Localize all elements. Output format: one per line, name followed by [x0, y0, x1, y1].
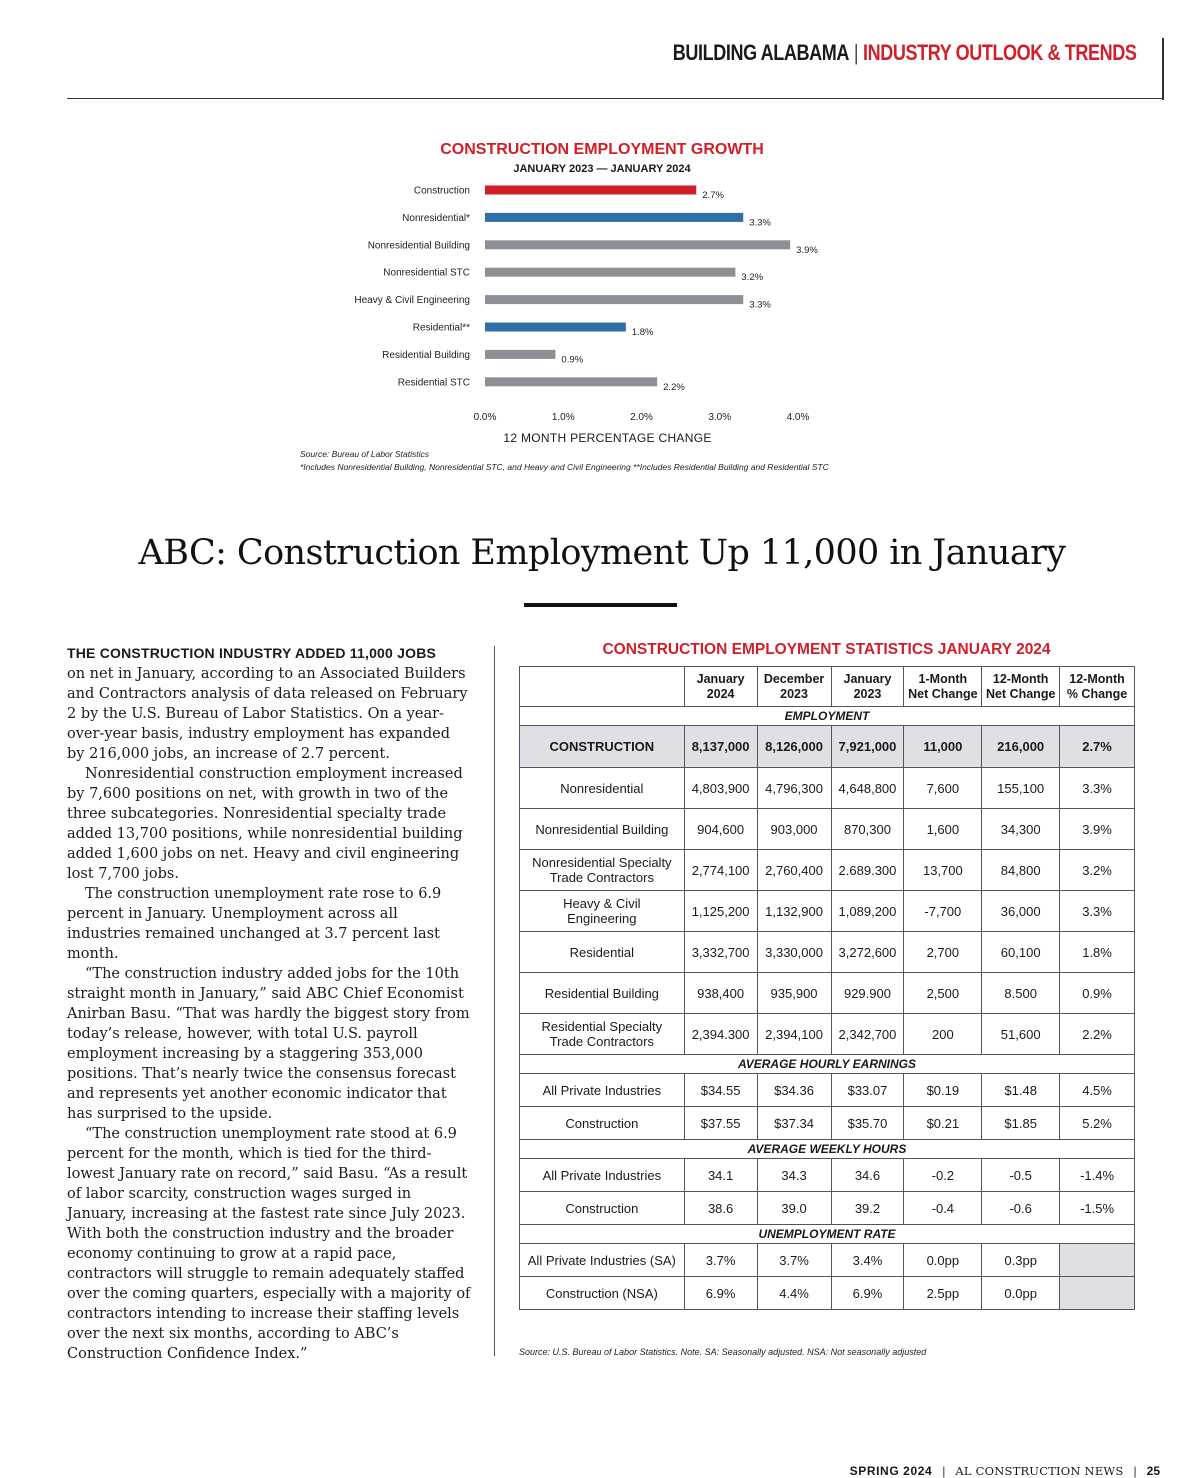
row-label: Heavy & Civil Engineering	[520, 891, 685, 932]
row-label: Residential	[520, 932, 685, 973]
table-section-row	[520, 1055, 1135, 1074]
table-cell: 34.3	[757, 1159, 831, 1192]
article-paragraph	[67, 643, 472, 764]
chart-category-label: Residential STC	[397, 377, 470, 389]
chart-bar	[485, 295, 743, 304]
table-cell: 13,700	[904, 850, 982, 891]
chart-bar	[485, 268, 735, 277]
table-cell: 2.7%	[1060, 726, 1135, 768]
table-cell: 7,600	[904, 768, 982, 809]
table-cell: 3.3%	[1060, 891, 1135, 932]
table-source: Source: U.S. Bureau of Labor Statistics. Note. SA: Seasonally adjusted. NSA: Not seasonally adjusted	[519, 1347, 927, 1357]
table-row	[520, 1159, 1135, 1192]
article-lead-in: THE CONSTRUCTION INDUSTRY ADDED 11,000 JOBS	[67, 645, 437, 661]
chart-category-label: Construction	[413, 185, 470, 197]
table-cell: -0.6	[982, 1192, 1060, 1225]
chart-x-tick-label: 1.0%	[551, 412, 575, 423]
chart-bar	[485, 323, 626, 332]
row-label: All Private Industries	[520, 1074, 685, 1107]
table-cell: 6.9%	[831, 1277, 904, 1310]
table-cell: 39.2	[831, 1192, 904, 1225]
chart-category-label: Nonresidential STC	[383, 267, 470, 279]
publication-name: BUILDING ALABAMA	[672, 40, 849, 65]
table-cell: 3.7%	[757, 1244, 831, 1277]
table-cell: 0.3pp	[982, 1244, 1060, 1277]
row-label: Nonresidential	[520, 768, 685, 809]
table-row	[520, 1014, 1135, 1055]
row-label: Nonresidential Specialty Trade Contractors	[520, 850, 685, 891]
table-cell: 2.2%	[1060, 1014, 1135, 1055]
headline-rule	[524, 603, 677, 607]
row-label: Construction	[520, 1192, 685, 1225]
empty-cell	[1060, 1244, 1135, 1277]
header-rule	[67, 98, 1164, 99]
table-cell: 1,600	[904, 809, 982, 850]
table-cell: 36,000	[982, 891, 1060, 932]
table-cell: 0.0pp	[904, 1244, 982, 1277]
row-label: Residential Specialty Trade Contractors	[520, 1014, 685, 1055]
table-cell: 60,100	[982, 932, 1060, 973]
table-row	[520, 1244, 1135, 1277]
table-cell: 2,500	[904, 973, 982, 1014]
table-cell: 2,700	[904, 932, 982, 973]
article-paragraph: The construction unemployment rate rose to 6.9 percent in January. Unemployment across all industries remained unchanged at 3.7 percent last month.	[67, 886, 442, 962]
chart-x-tick-label: 0.0%	[473, 412, 497, 423]
table-cell: 8.500	[982, 973, 1060, 1014]
column-header: December 2023	[757, 667, 831, 707]
table-section-row	[520, 707, 1135, 726]
table-cell: 3,330,000	[757, 932, 831, 973]
table-section-row	[520, 1225, 1135, 1244]
table-cell: $1.85	[982, 1107, 1060, 1140]
chart-data-label: 3.3%	[749, 299, 771, 311]
chart-x-tick-label: 2.0%	[630, 412, 653, 423]
table-cell: 38.6	[684, 1192, 757, 1225]
chart-bar	[485, 240, 790, 249]
table-row	[520, 1107, 1135, 1140]
table-row	[520, 1074, 1135, 1107]
row-label: Residential Building	[520, 973, 685, 1014]
table-cell: 1,132,900	[757, 891, 831, 932]
article-paragraph: “The construction industry added jobs for the 10th straight month in January,” said ABC Chief Economist Anirban Basu. “That was hardly the biggest story from today’s release, however, with total U.S. payroll employment increasing by a staggering 353,000 positions. That’s nearly twice the consensus forecast and represents yet another economic indicator that has surprised to the upside.	[67, 966, 470, 1122]
table-cell: $34.55	[684, 1074, 757, 1107]
table-cell: 8,126,000	[757, 726, 831, 768]
section-label-hours: AVERAGE WEEKLY HOURS	[520, 1140, 1135, 1159]
chart-bar	[485, 186, 696, 195]
chart-subtitle: JANUARY 2023 — JANUARY 2024	[513, 163, 691, 175]
section-label-unemployment: UNEMPLOYMENT RATE	[520, 1225, 1135, 1244]
chart-data-label: 3.3%	[749, 217, 771, 229]
chart-x-axis-label: 12 MONTH PERCENTAGE CHANGE	[503, 431, 712, 445]
section-name: INDUSTRY OUTLOOK & TRENDS	[862, 40, 1136, 65]
table-cell: 1,089,200	[831, 891, 904, 932]
chart-bar	[485, 377, 657, 386]
column-header: 12-Month % Change	[1060, 667, 1135, 707]
chart-category-label: Residential Building	[382, 349, 470, 361]
chart-data-label: 3.2%	[741, 272, 764, 284]
article-paragraph: “The construction unemployment rate stood at 6.9 percent for the month, which is tied for the third-lowest January rate on record,” said Basu. “As a result of labor scarcity, construction wages surged in January, increasing at the fastest rate since July 2023. With both the construction industry and the broader economy continuing to grow at a rapid pace, contractors will struggle to remain adequately staffed over the coming quarters, especially with a majority of contractors intending to increase their staffing levels over the next six months, according to ABC’s Construction Confidence Index.”	[67, 1126, 471, 1362]
table-cell: 200	[904, 1014, 982, 1055]
table-cell: $1.48	[982, 1074, 1060, 1107]
table-cell: $35.70	[831, 1107, 904, 1140]
chart-bar	[485, 213, 743, 222]
table-cell: 870,300	[831, 809, 904, 850]
table-row	[520, 850, 1135, 891]
article-headline: ABC: Construction Employment Up 11,000 in January	[138, 533, 1066, 573]
chart-data-label: 3.9%	[796, 244, 818, 256]
footer-issue: SPRING 2024	[849, 1464, 933, 1478]
chart-footnote: *Includes Nonresidential Building, Nonresidential STC, and Heavy and Civil Engineering **Includes Residential Building and Residential STC	[300, 462, 829, 472]
table-cell: 34.1	[684, 1159, 757, 1192]
running-header	[672, 40, 1136, 66]
chart-category-label: Heavy & Civil Engineering	[354, 295, 470, 307]
chart-data-label: 2.7%	[702, 190, 724, 201]
table-cell: -0.5	[982, 1159, 1060, 1192]
table-header-row	[520, 667, 1135, 707]
table-cell: 3.2%	[1060, 850, 1135, 891]
row-label: Construction	[520, 1107, 685, 1140]
article-paragraph: Nonresidential construction employment increased by 7,600 positions on net, with growth in two of the three subcategories. Nonresidential specialty trade added 13,700 positions, while nonresidential building added 1,600 jobs on net. Heavy and civil engineering lost 7,700 jobs.	[67, 766, 463, 882]
chart-category-label: Nonresidential Building	[367, 240, 470, 252]
table-cell: 5.2%	[1060, 1107, 1135, 1140]
employment-statistics-table	[519, 666, 1135, 1310]
table-cell: $33.07	[831, 1074, 904, 1107]
table-cell: 34.6	[831, 1159, 904, 1192]
row-label: Nonresidential Building	[520, 809, 685, 850]
footer-separator: |	[1133, 1464, 1137, 1478]
table-cell: 1.8%	[1060, 932, 1135, 973]
table-cell: 8,137,000	[684, 726, 757, 768]
section-label-earnings: AVERAGE HOURLY EARNINGS	[520, 1055, 1135, 1074]
column-header: January 2023	[831, 667, 904, 707]
table-cell: 4.5%	[1060, 1074, 1135, 1107]
table-cell: $0.19	[904, 1074, 982, 1107]
chart-title: CONSTRUCTION EMPLOYMENT GROWTH	[440, 141, 764, 158]
chart-bar	[485, 350, 555, 359]
table-cell: 216,000	[982, 726, 1060, 768]
table-row	[520, 1192, 1135, 1225]
table-row	[520, 973, 1135, 1014]
table-cell: 929.900	[831, 973, 904, 1014]
table-row	[520, 726, 1135, 768]
footer-magazine: AL CONSTRUCTION NEWS	[955, 1464, 1124, 1478]
table-cell: -1.5%	[1060, 1192, 1135, 1225]
header-separator: |	[853, 40, 858, 65]
chart-data-label: 2.2%	[663, 381, 685, 393]
table-cell: 3.4%	[831, 1244, 904, 1277]
chart-x-tick-label: 3.0%	[708, 412, 732, 423]
table-cell: 3.9%	[1060, 809, 1135, 850]
table-cell: 2.689.300	[831, 850, 904, 891]
chart-source: Source: Bureau of Labor Statistics	[300, 449, 429, 459]
page-number: 25	[1146, 1464, 1160, 1478]
table-row	[520, 1277, 1135, 1310]
table-cell: 2,394,100	[757, 1014, 831, 1055]
article-body	[67, 643, 472, 1364]
column-header: 12-Month Net Change	[982, 667, 1060, 707]
table-cell: 3.7%	[684, 1244, 757, 1277]
row-label: All Private Industries (SA)	[520, 1244, 685, 1277]
table-cell: 2.5pp	[904, 1277, 982, 1310]
chart-data-label: 1.8%	[631, 327, 654, 338]
table-cell: 4,803,900	[684, 768, 757, 809]
column-header: 1-Month Net Change	[904, 667, 982, 707]
table-cell: 3,332,700	[684, 932, 757, 973]
table-cell: 0.0pp	[982, 1277, 1060, 1310]
table-cell: 4,796,300	[757, 768, 831, 809]
empty-cell	[1060, 1277, 1135, 1310]
table-cell: 938,400	[684, 973, 757, 1014]
table-cell: 2,394.300	[684, 1014, 757, 1055]
column-divider	[494, 646, 495, 1356]
employment-growth-chart	[300, 178, 840, 428]
table-cell: $0.21	[904, 1107, 982, 1140]
table-row	[520, 809, 1135, 850]
footer-separator: |	[942, 1464, 946, 1478]
table-cell: -7,700	[904, 891, 982, 932]
column-header: January 2024	[684, 667, 757, 707]
table-cell: $34.36	[757, 1074, 831, 1107]
table-header-blank	[520, 667, 685, 707]
chart-data-label: 0.9%	[561, 354, 584, 366]
table-cell: 84,800	[982, 850, 1060, 891]
row-label: CONSTRUCTION	[520, 726, 685, 768]
section-label-employment: EMPLOYMENT	[520, 707, 1135, 726]
row-label: Construction (NSA)	[520, 1277, 685, 1310]
table-cell: $37.55	[684, 1107, 757, 1140]
table-row	[520, 891, 1135, 932]
table-cell: 4.4%	[757, 1277, 831, 1310]
table-row	[520, 932, 1135, 973]
chart-x-tick-label: 4.0%	[786, 412, 810, 423]
header-vertical-rule	[1162, 38, 1164, 100]
table-cell: 935,900	[757, 973, 831, 1014]
table-cell: 2,342,700	[831, 1014, 904, 1055]
table-title: CONSTRUCTION EMPLOYMENT STATISTICS JANUARY 2024	[602, 641, 1051, 658]
chart-category-label: Residential**	[412, 322, 470, 334]
table-cell: 7,921,000	[831, 726, 904, 768]
table-cell: 3.3%	[1060, 768, 1135, 809]
chart-category-label: Nonresidential*	[402, 212, 470, 224]
row-label: All Private Industries	[520, 1159, 685, 1192]
table-cell: 39.0	[757, 1192, 831, 1225]
table-cell: 3,272,600	[831, 932, 904, 973]
table-cell: 2,760,400	[757, 850, 831, 891]
table-cell: 155,100	[982, 768, 1060, 809]
table-section-row	[520, 1140, 1135, 1159]
table-cell: 2,774,100	[684, 850, 757, 891]
table-cell: 903,000	[757, 809, 831, 850]
table-cell: -0.2	[904, 1159, 982, 1192]
table-row	[520, 768, 1135, 809]
table-cell: 904,600	[684, 809, 757, 850]
table-cell: 51,600	[982, 1014, 1060, 1055]
table-cell: 11,000	[904, 726, 982, 768]
table-cell: $37.34	[757, 1107, 831, 1140]
table-cell: 34,300	[982, 809, 1060, 850]
table-cell: 1,125,200	[684, 891, 757, 932]
table-cell: 0.9%	[1060, 973, 1135, 1014]
table-cell: 6.9%	[684, 1277, 757, 1310]
table-cell: 4,648,800	[831, 768, 904, 809]
page-footer	[850, 1464, 1160, 1478]
table-cell: -1.4%	[1060, 1159, 1135, 1192]
article-paragraph-text: on net in January, according to an Associated Builders and Contractors analysis of data released on February 2 by the U.S. Bureau of Labor Statistics. On a year-over-year basis, industry employment has expanded by 216,000 jobs, an increase of 2.7 percent.	[67, 666, 468, 762]
table-cell: -0.4	[904, 1192, 982, 1225]
